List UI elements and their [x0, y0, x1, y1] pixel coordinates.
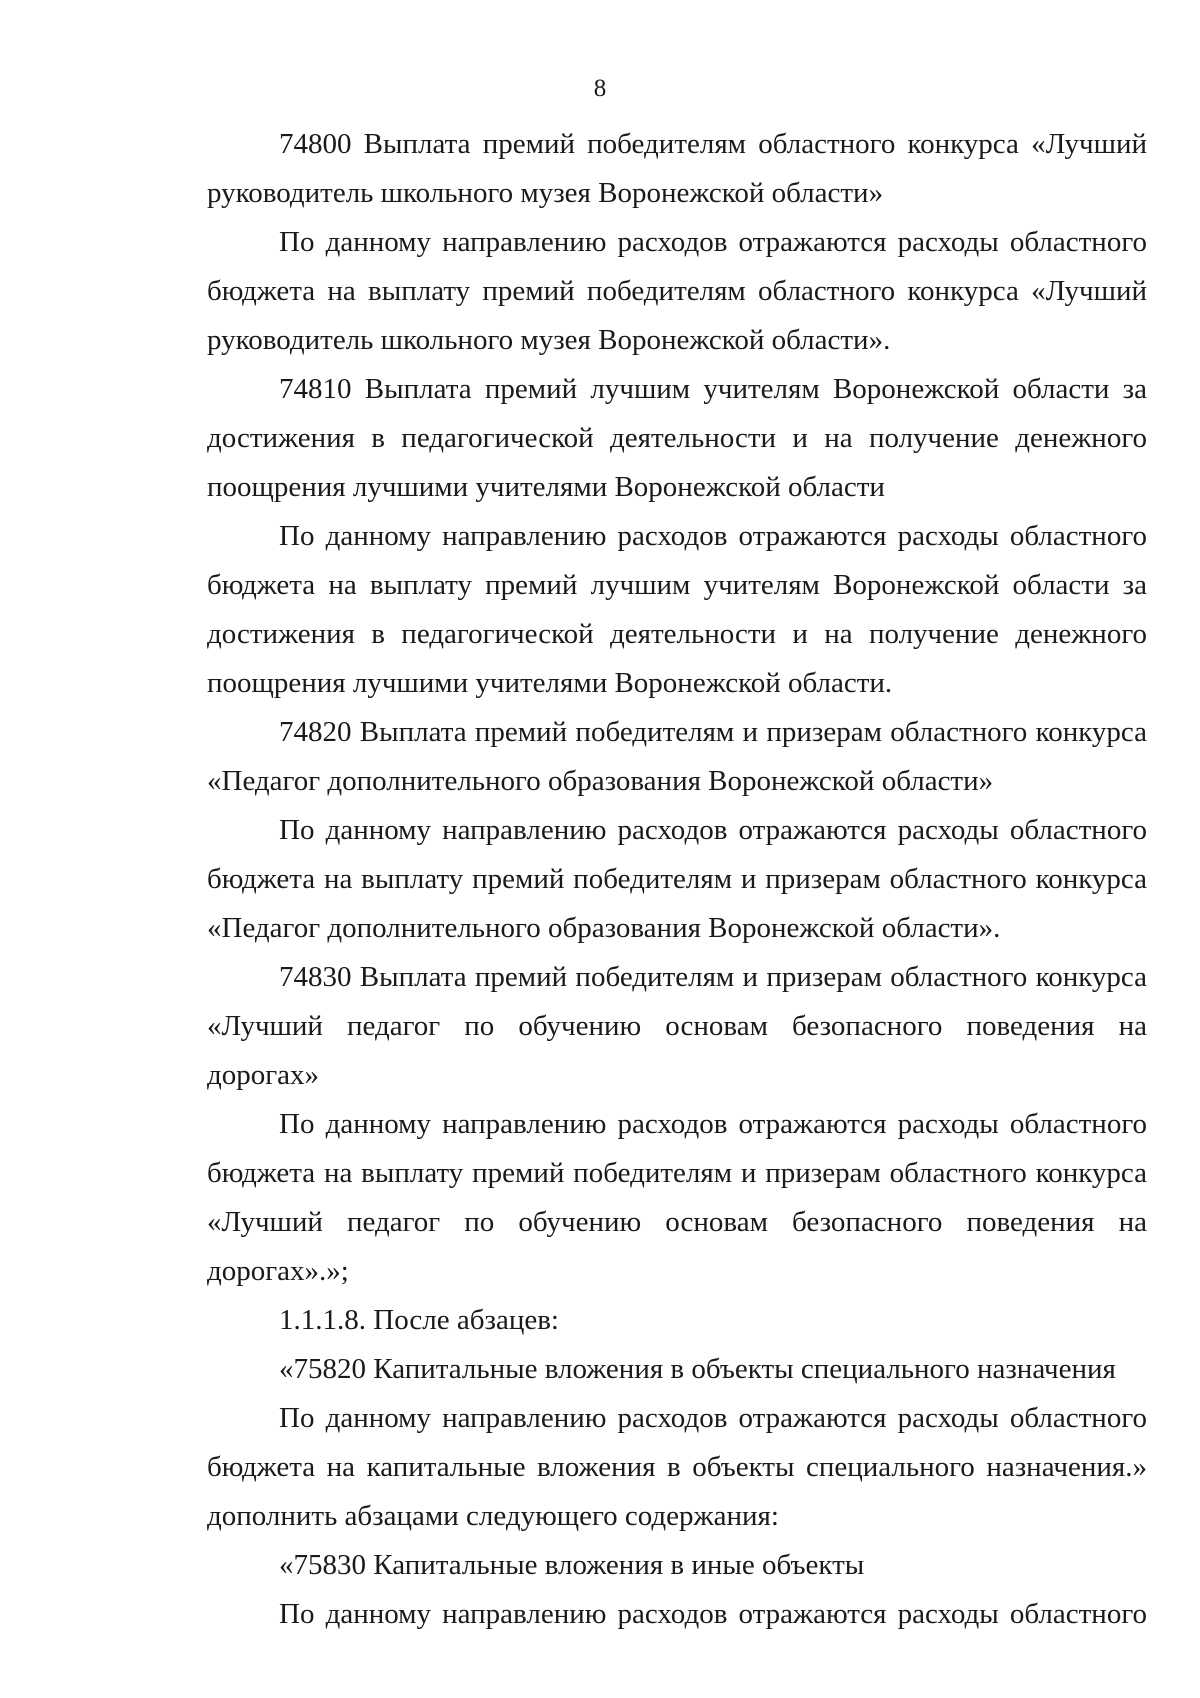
paragraph-74810-title: 74810 Выплата премий лучшим учителям Воронежской области за достижения в педагогической деятельности и на получение денежного поощрения лучшими учителями Воронежской области	[207, 373, 1147, 503]
document-body	[207, 120, 1147, 1639]
paragraph-75830-description: По данному направлению расходов отражаются расходы областного	[279, 1598, 1147, 1630]
paragraph-74830-description: По данному направлению расходов отражаются расходы областного бюджета на выплату премий победителям и призерам областного конкурса «Лучший педагог по обучению основам безопасного поведения на дорогах».»;	[207, 1108, 1147, 1287]
paragraph-74810-description: По данному направлению расходов отражаются расходы областного бюджета на выплату премий лучшим учителям Воронежской области за достижения в педагогической деятельности и на получение денежного поощрения лучшими учителями Воронежской области.	[207, 520, 1147, 699]
paragraph-74800-description: По данному направлению расходов отражаются расходы областного бюджета на выплату премий победителям областного конкурса «Лучший руководитель школьного музея Воронежской области».	[207, 226, 1147, 356]
paragraph-74800-title: 74800 Выплата премий победителям областного конкурса «Лучший руководитель школьного музея Воронежской области»	[207, 128, 1147, 209]
page-number: 8	[593, 75, 607, 102]
paragraph-clause-1-1-1-8: 1.1.1.8. После абзацев:	[279, 1304, 559, 1336]
paragraph-75820-title: «75820 Капитальные вложения в объекты специального назначения	[279, 1353, 1116, 1385]
paragraph-74820-title: 74820 Выплата премий победителям и призерам областного конкурса «Педагог дополнительного образования Воронежской области»	[207, 716, 1147, 797]
paragraph-74820-description: По данному направлению расходов отражаются расходы областного бюджета на выплату премий победителям и призерам областного конкурса «Педагог дополнительного образования Воронежской области».	[207, 814, 1147, 944]
paragraph-75830-title: «75830 Капитальные вложения в иные объекты	[279, 1549, 865, 1581]
paragraph-74830-title: 74830 Выплата премий победителям и призерам областного конкурса «Лучший педагог по обучению основам безопасного поведения на дорогах»	[207, 961, 1147, 1091]
paragraph-75820-description: По данному направлению расходов отражаются расходы областного бюджета на капитальные вложения в объекты специального назначения.» дополнить абзацами следующего содержания:	[207, 1402, 1147, 1532]
